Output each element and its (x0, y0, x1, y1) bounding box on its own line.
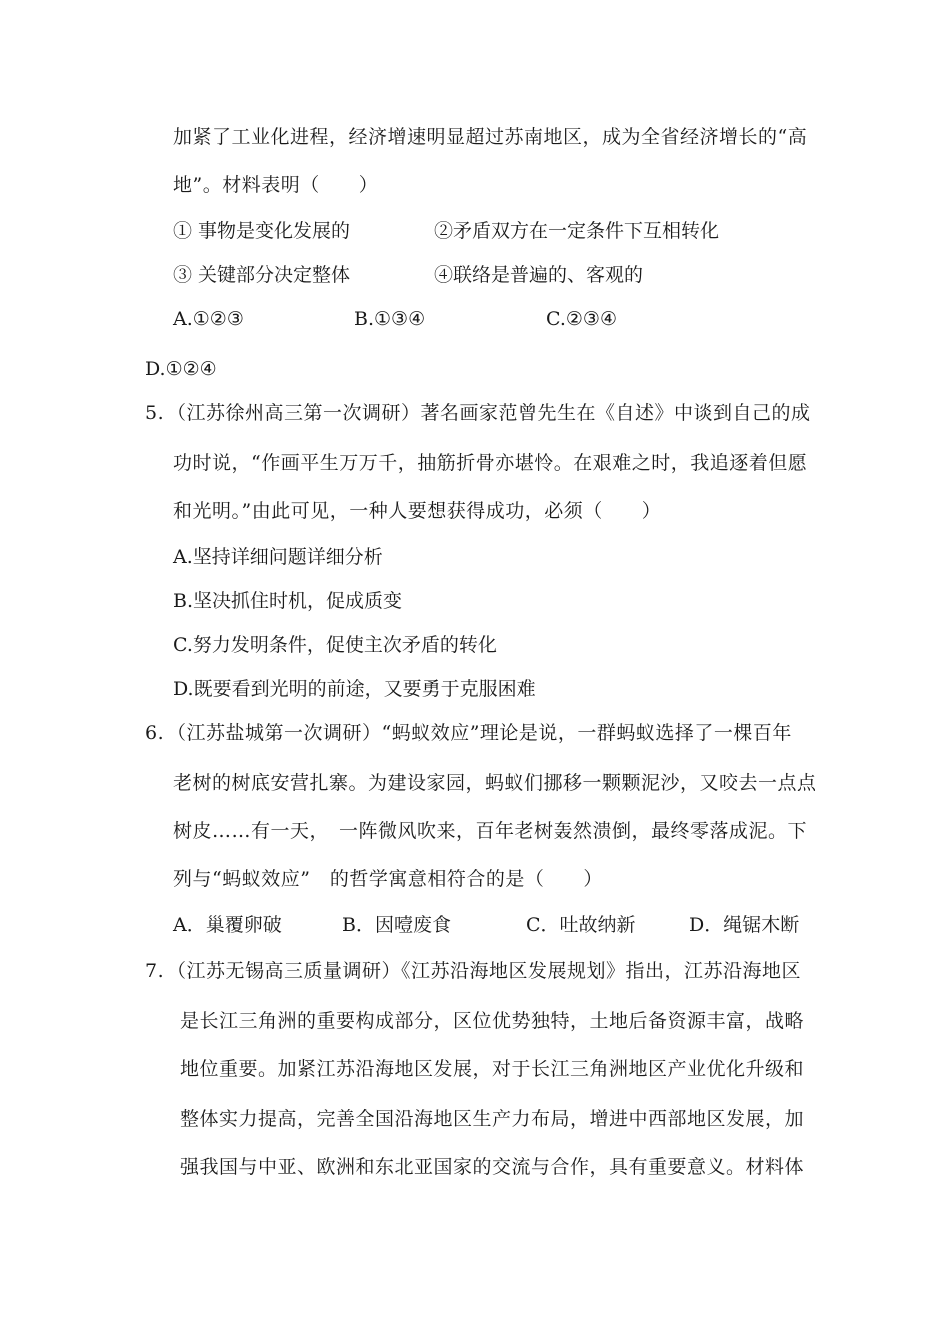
q4-statement-4: ④联络是普遍的、客观的 (434, 264, 644, 286)
q4-option-b: B.①③④ (354, 308, 426, 330)
q4-option-d: D.①②④ (145, 358, 217, 380)
q6-stem-line-4: 列与“蚂蚁效应” 的哲学寓意相符合的是（ ） (173, 868, 603, 890)
q5-stem-line-3: 和光明。”由此可见，一种人要想获得成功，必须（ ） (173, 500, 662, 522)
q7-stem-line-1: （江苏无锡高三质量调研）《江苏沿海地区发展规划》指出，江苏沿海地区 (167, 960, 802, 982)
q5-option-c: C.努力发明条件，促使主次矛盾的转化 (173, 634, 497, 656)
q5-stem-line-2: 功时说，“作画平生万万千，抽筋折骨亦堪怜。在艰难之时，我追逐着但愿 (173, 452, 808, 474)
q6-option-b: B．因噎废食 (342, 914, 451, 936)
q4-option-a: A.①②③ (173, 308, 244, 330)
q6-number: 6. (145, 722, 165, 744)
q6-stem-line-2: 老树的树底安营扎寨。为建设家园，蚂蚁们挪移一颗颗泥沙，又咬去一点点 (173, 772, 817, 794)
q5-option-d: D.既要看到光明的前途，又要勇于克服困难 (173, 678, 536, 700)
q4-statement-1: ① 事物是变化发展的 (173, 220, 351, 242)
q6-stem-line-1: （江苏盐城第一次调研）“蚂蚁效应”理论是说，一群蚂蚁选择了一棵百年 (167, 722, 792, 744)
q5-number: 5. (145, 402, 165, 424)
q6-stem-line-3: 树皮……有一天， 一阵微风吹来，百年老树轰然溃倒，最终零落成泥。下 (173, 820, 808, 842)
q7-stem-line-4: 整体实力提高，完善全国沿海地区生产力布局，增进中西部地区发展，加 (180, 1108, 805, 1130)
q4-statement-2: ②矛盾双方在一定条件下互相转化 (434, 220, 720, 242)
q5-option-b: B.坚决抓住时机，促成质变 (173, 590, 403, 612)
q7-number: 7. (145, 960, 165, 982)
q7-stem-line-5: 强我国与中亚、欧洲和东北亚国家的交流与合作，具有重要意义。材料体 (180, 1156, 805, 1178)
q4-statement-3: ③ 关键部分决定整体 (173, 264, 351, 286)
q4-stem-line-1: 加紧了工业化进程，经济增速明显超过苏南地区，成为全省经济增长的“高 (173, 126, 808, 148)
q6-option-c: C．吐故纳新 (526, 914, 636, 936)
q5-option-a: A.坚持详细问题详细分析 (173, 546, 383, 568)
q4-stem-line-2: 地”。材料表明（ ） (173, 174, 379, 196)
q7-stem-line-3: 地位重要。加紧江苏沿海地区发展，对于长江三角洲地区产业优化升级和 (180, 1058, 805, 1080)
q5-stem-line-1: （江苏徐州高三第一次调研）著名画家范曾先生在《自述》中谈到自己的成 (167, 402, 811, 424)
q6-option-d: D．绳锯木断 (689, 914, 800, 936)
q4-option-c: C.②③④ (546, 308, 617, 330)
q6-option-a: A．巢覆卵破 (173, 914, 282, 936)
q7-stem-line-2: 是长江三角洲的重要构成部分，区位优势独特，土地后备资源丰富，战略 (180, 1010, 805, 1032)
